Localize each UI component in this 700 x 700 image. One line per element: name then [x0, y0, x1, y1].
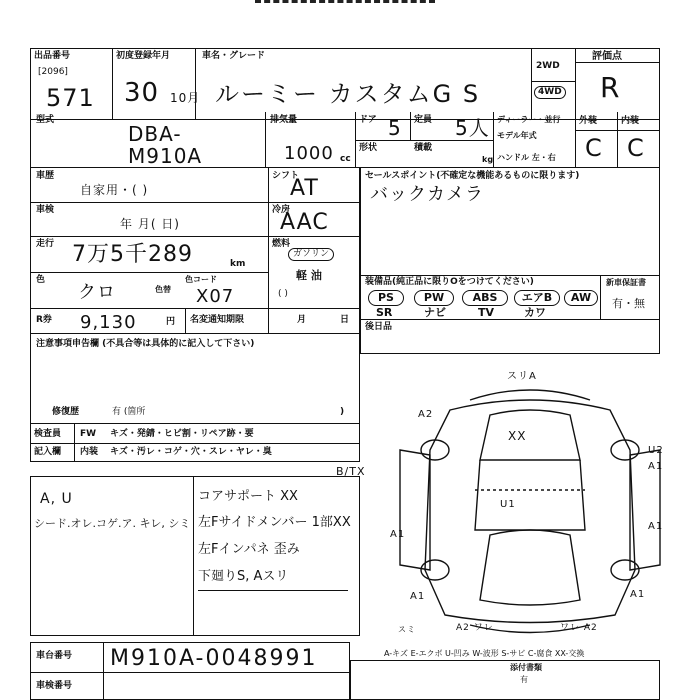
divider — [74, 424, 75, 462]
divider — [360, 275, 660, 276]
usage-label: 車歴 — [36, 171, 55, 181]
equipment-label: 装備品(純正品に限りOをつけてください) — [365, 277, 534, 287]
color-number-label: 色替 — [155, 285, 171, 294]
car-roof-outline — [480, 410, 580, 460]
cropped-title — [255, 0, 435, 3]
divider — [410, 112, 411, 140]
first-reg-year: 30 — [124, 78, 160, 108]
chassis-label: 車台番号 — [36, 651, 73, 661]
color-code-label: 色コード — [185, 275, 217, 284]
divider — [575, 48, 576, 120]
title-month: 月 — [297, 315, 307, 325]
recycle-label: R券 — [36, 315, 52, 325]
wheel-front-left — [421, 440, 449, 460]
score-value: R — [600, 71, 621, 104]
divider — [185, 308, 186, 334]
handwritten-block — [30, 476, 360, 636]
sales-point-value: バックカメラ — [370, 184, 484, 205]
mark-u1: U1 — [500, 499, 516, 510]
mileage-value: 7万5千289 — [72, 242, 193, 267]
note-right-1: コアサポート XX — [198, 489, 298, 504]
attach-sub: 有 — [520, 675, 528, 684]
wheel-front-right — [611, 440, 639, 460]
mark-xx: XX — [508, 429, 527, 443]
inspection-value: 年 月( 日) — [120, 217, 180, 231]
car-body-outline — [425, 400, 635, 623]
attach-label: 添付書類 — [510, 663, 542, 672]
divider — [531, 81, 575, 82]
interior-label: 内装 — [621, 116, 640, 126]
equipment-airbag: エアB — [514, 290, 560, 306]
divider — [265, 112, 266, 168]
displacement-value: 1000 — [284, 143, 334, 164]
mark-a1-right-2: A1 — [648, 521, 664, 532]
color-code-value: X07 — [196, 286, 235, 307]
fuel-alt: 軽 油 — [296, 269, 322, 282]
inspector-row1-text: キズ・発錆・ヒビ割・リペア跡・要 — [110, 429, 254, 439]
recycle-value: 9,130 — [80, 312, 137, 333]
exterior-grade: C — [585, 134, 603, 162]
divider — [575, 130, 660, 131]
note-left-2: シード.オレ.コゲ.ア. キレ, シミ — [34, 517, 191, 530]
handle-label: ハンドル 左・右 — [497, 153, 556, 162]
capacity-value: 5人 — [455, 116, 490, 140]
dealer-label: ディーラー・並行 — [497, 115, 561, 124]
note-right-4: 下廻りS, Aスリ — [198, 569, 289, 584]
kg-unit: kg — [482, 155, 494, 164]
interior-grade: C — [627, 134, 645, 162]
sales-point-label: セールスポイント(不確定な機能あるものに限ります) — [365, 171, 580, 181]
exterior-label: 外装 — [579, 116, 598, 126]
shape-label: 形状 — [359, 143, 378, 153]
fuel-value: ガソリン — [288, 248, 334, 261]
second-label: 車検番号 — [36, 681, 73, 691]
divider — [30, 272, 268, 273]
divider — [30, 672, 350, 673]
score-label: 評価点 — [592, 51, 622, 62]
divider — [493, 112, 494, 168]
lot-number: 571 — [46, 84, 95, 112]
model-year-label: モデル年式 — [497, 131, 537, 140]
shift-label: シフト — [272, 171, 300, 181]
equipment-navi: ナビ — [424, 306, 446, 319]
mark-a2-right: ワレ A2 — [560, 623, 598, 633]
damage-legend: A-キズ E-エクボ U-凹み W-波形 S-サビ C-腐食 XX-交換 — [384, 649, 585, 658]
title-day: 日 — [340, 315, 350, 325]
divider — [112, 48, 113, 120]
inspector-row1-prefix: FW — [80, 429, 97, 439]
car-rear-outline — [480, 530, 580, 605]
new-warranty-value: 有・無 — [612, 297, 645, 310]
divider — [30, 236, 360, 237]
aftermarket-label: 後日品 — [365, 322, 393, 332]
note-left-1: A, U — [40, 491, 73, 507]
divider — [30, 443, 360, 444]
repair-value: 有 (箇所 — [112, 407, 146, 417]
drive-2wd: 2WD — [536, 61, 560, 71]
front-bumper — [470, 390, 590, 400]
new-warranty-label: 新車保証書 — [606, 278, 646, 287]
inspector-label-1: 検査員 — [34, 429, 62, 439]
mark-u2: U2 — [648, 445, 664, 456]
fuel-paren: ( ) — [278, 289, 288, 299]
ac-label: 冷房 — [272, 205, 291, 215]
door-value: 5 — [388, 116, 402, 140]
divider — [575, 112, 576, 168]
usage-value: 自家用・( ) — [80, 183, 149, 197]
equipment-tv: TV — [478, 306, 495, 319]
equipment-aw: AW — [564, 290, 598, 306]
mark-a1-right-1: A1 — [648, 461, 664, 472]
color-value: クロ — [78, 282, 116, 303]
repair-label: 修復歴 — [52, 407, 80, 417]
divider — [268, 168, 269, 334]
divider — [103, 642, 104, 700]
inspector-row2-prefix: 内装 — [80, 447, 99, 457]
inspector-label-2: 記入欄 — [34, 447, 62, 457]
type-value-1: DBA- — [128, 122, 182, 146]
divider — [195, 48, 196, 120]
inspector-row2-text: キズ・汚レ・コゲ・穴・スレ・ヤレ・臭 — [110, 447, 272, 457]
first-reg-month: 10月 — [170, 91, 201, 105]
shift-value: AT — [290, 176, 319, 201]
displacement-unit: cc — [340, 154, 351, 164]
equipment-leather: カワ — [524, 306, 546, 319]
mark-a1-lower-left: A1 — [410, 591, 426, 602]
divider — [531, 48, 532, 120]
displacement-label: 排気量 — [270, 115, 298, 125]
divider — [617, 112, 618, 168]
first-reg-label: 初度登録年月 — [116, 51, 171, 61]
equipment-ps: PS — [368, 290, 404, 306]
mark-a1-lower-right: A1 — [630, 589, 646, 600]
divider — [355, 140, 493, 141]
equipment-abs: ABS — [462, 290, 508, 306]
repair-close: ) — [340, 407, 345, 417]
ac-value: AAC — [280, 210, 329, 235]
color-label: 色 — [36, 275, 46, 285]
note-underline — [198, 590, 348, 591]
notes-label: 注意事項申告欄 (不具合等は具体的に記入して下さい) — [36, 339, 255, 349]
fuel-label: 燃料 — [272, 239, 291, 249]
model-name-label: 車名・グレード — [202, 51, 266, 61]
divider — [600, 275, 601, 319]
inspection-label: 車検 — [36, 205, 55, 215]
divider — [575, 62, 660, 63]
car-cabin-outline — [475, 460, 585, 530]
mark-a1-left: A1 — [390, 529, 406, 540]
divider — [193, 476, 194, 636]
type-value-2: M910A — [128, 144, 203, 168]
mark-a2-bottom: A2 ワレ — [456, 623, 494, 633]
capacity-label: 定員 — [414, 115, 433, 125]
model-name: ルーミー カスタムG S — [215, 80, 481, 108]
type-label: 型式 — [36, 115, 55, 125]
drive-4wd: 4WD — [534, 86, 566, 99]
divider — [360, 319, 660, 320]
equipment-pw: PW — [414, 290, 454, 306]
mileage-unit: km — [230, 259, 246, 269]
equipment-sr: SR — [376, 306, 393, 319]
lot-sub: [2096] — [38, 67, 68, 77]
recycle-unit: 円 — [166, 317, 176, 327]
divider — [30, 308, 360, 309]
title-label: 名変通知期限 — [190, 315, 245, 325]
mileage-label: 走行 — [36, 239, 55, 249]
chassis-value: M910A-0048991 — [110, 646, 318, 671]
bt-mark: B/TX — [336, 465, 366, 478]
load-label: 積載 — [414, 143, 433, 153]
divider — [30, 202, 360, 203]
note-right-3: 左Fインパネ 歪み — [198, 542, 300, 557]
mark-sumi: スミ — [398, 625, 416, 634]
mark-a2-top: A2 — [418, 409, 434, 420]
lot-label: 出品番号 — [34, 51, 71, 61]
door-label: ドア — [359, 115, 377, 125]
mark-top: スリA — [507, 371, 537, 382]
attach-block — [350, 660, 660, 700]
note-right-2: 左Fサイドメンバー 1部XX — [198, 515, 351, 530]
